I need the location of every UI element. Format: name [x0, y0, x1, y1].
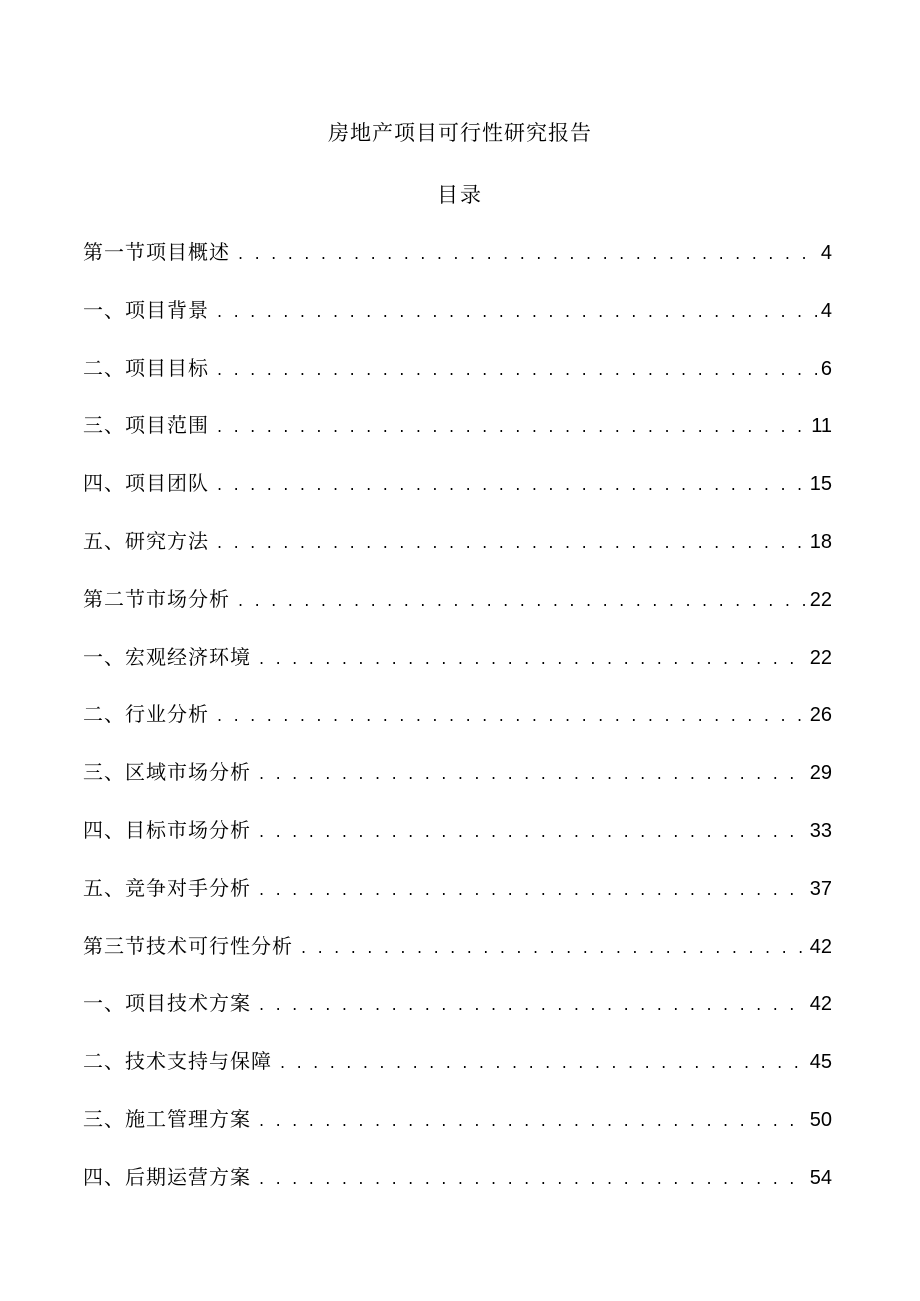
- toc-dot-leader: [259, 759, 806, 789]
- toc-entry-page: 4: [820, 242, 832, 264]
- toc-entry-label: 第二节市场分析: [83, 586, 230, 611]
- toc-entry[interactable]: [83, 410, 832, 468]
- toc-entry-page: 6: [820, 357, 832, 380]
- toc-entry[interactable]: [83, 1104, 832, 1162]
- toc-dot-leader: [301, 933, 806, 963]
- toc-entry[interactable]: [83, 584, 832, 642]
- toc-entry-label: 五、研究方法: [83, 528, 209, 553]
- toc-dot-leader: [238, 239, 817, 269]
- toc-entry-label: 二、技术支持与保障: [83, 1049, 272, 1074]
- toc-dot-leader: [259, 1164, 806, 1194]
- toc-entry-label: 四、后期运营方案: [83, 1164, 251, 1189]
- toc-entry[interactable]: [83, 815, 832, 873]
- toc-heading: 目录: [437, 183, 483, 207]
- toc-entry-label: 三、区域市场分析: [83, 760, 251, 785]
- document-title: 房地产项目可行性研究报告: [328, 121, 592, 145]
- toc-dot-leader: [238, 586, 806, 616]
- toc-dot-leader: [259, 1106, 806, 1136]
- toc-entry-page: 42: [809, 993, 832, 1016]
- toc-entry-label: 四、项目团队: [83, 471, 209, 496]
- toc-entry-label: 一、宏观经济环境: [83, 644, 251, 669]
- toc-entry[interactable]: [83, 988, 832, 1046]
- toc-entry-page: 42: [809, 935, 832, 958]
- toc-dot-leader: [280, 1048, 806, 1078]
- toc-entry[interactable]: [83, 931, 832, 989]
- toc-entry-label: 三、施工管理方案: [83, 1106, 251, 1131]
- toc-entry[interactable]: [83, 468, 832, 526]
- toc-dot-leader: [217, 355, 817, 385]
- toc-entry-label: 二、行业分析: [83, 702, 209, 727]
- toc-dot-leader: [259, 644, 806, 674]
- table-of-contents: [83, 237, 832, 1220]
- toc-entry-label: 四、目标市场分析: [83, 817, 251, 842]
- toc-entry-page: 4: [820, 299, 832, 322]
- toc-dot-leader: [217, 297, 817, 327]
- toc-entry-page: 37: [809, 877, 832, 900]
- toc-entry-page: 22: [809, 588, 832, 611]
- toc-dot-leader: [217, 528, 806, 558]
- toc-entry-page: 29: [809, 762, 832, 785]
- toc-entry-label: 第一节项目概述: [83, 240, 230, 264]
- toc-entry-page: 26: [809, 704, 832, 727]
- toc-entry-page: 15: [809, 473, 832, 496]
- toc-dot-leader: [259, 990, 806, 1020]
- toc-entry-label: 三、项目范围: [83, 413, 209, 438]
- toc-entry-page: 11: [811, 415, 832, 438]
- toc-dot-leader: [259, 817, 806, 847]
- toc-entry-page: 22: [809, 646, 832, 669]
- toc-entry[interactable]: [83, 1162, 832, 1220]
- toc-entry[interactable]: [83, 237, 832, 295]
- toc-entry-label: 五、竞争对手分析: [83, 875, 251, 900]
- toc-entry[interactable]: [83, 526, 832, 584]
- toc-dot-leader: [217, 412, 807, 442]
- toc-entry[interactable]: [83, 353, 832, 411]
- toc-entry-label: 第三节技术可行性分析: [83, 933, 293, 958]
- toc-entry-page: 33: [809, 819, 832, 842]
- toc-entry-label: 一、项目背景: [83, 297, 209, 322]
- toc-entry[interactable]: [83, 1046, 832, 1104]
- toc-entry-label: 一、项目技术方案: [83, 991, 251, 1016]
- toc-entry-page: 18: [809, 530, 832, 553]
- toc-entry[interactable]: [83, 873, 832, 931]
- toc-entry[interactable]: [83, 642, 832, 700]
- toc-entry-label: 二、项目目标: [83, 355, 209, 380]
- toc-entry[interactable]: [83, 699, 832, 757]
- toc-entry-page: 50: [809, 1108, 832, 1131]
- toc-entry[interactable]: [83, 757, 832, 815]
- toc-dot-leader: [217, 470, 806, 500]
- toc-entry[interactable]: [83, 295, 832, 353]
- toc-dot-leader: [217, 701, 806, 731]
- toc-entry-page: 45: [809, 1051, 832, 1074]
- toc-dot-leader: [259, 875, 806, 905]
- toc-entry-page: 54: [809, 1166, 832, 1189]
